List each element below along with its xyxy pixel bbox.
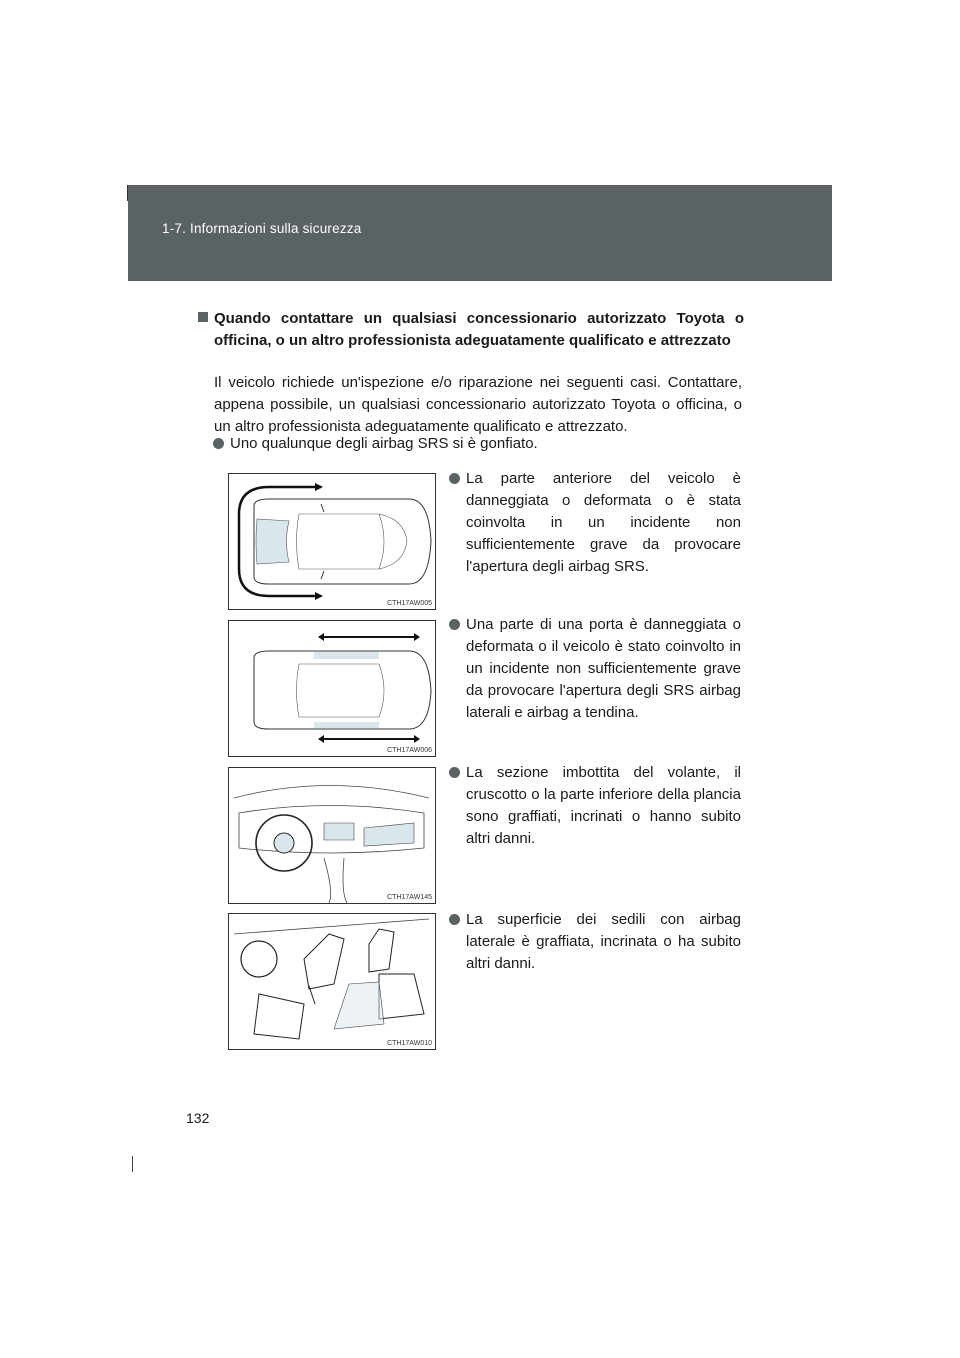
seats-illustration xyxy=(229,914,435,1049)
figure-code: CTH17AW145 xyxy=(387,894,432,901)
heading-text: Quando contattare un qualsiasi concessionario autorizzato Toyota o officina, o un altro professionista adeguatamente qualificato e attrezzato xyxy=(214,310,744,349)
round-bullet-icon xyxy=(449,914,460,925)
figure-door-damage xyxy=(228,620,436,757)
list-item-door-damage: Una parte di una porta è danneggiata o deformata o il veicolo è stato coinvolto in un incidente non sufficientemente grave da provocare l'apertura degli SRS airbag laterali e airbag a tendina. xyxy=(466,614,741,724)
car-top-view-side-illustration xyxy=(229,621,435,756)
page-number: 132 xyxy=(186,1110,210,1126)
list-item-seat-damage: La superficie dei sedili con airbag laterale è graffiata, incrinata o ha subito altri danni. xyxy=(466,909,741,975)
figure-code: CTH17AW005 xyxy=(387,600,432,607)
round-bullet-icon xyxy=(449,473,460,484)
figure-dashboard xyxy=(228,767,436,904)
list-item-dashboard-damage: La sezione imbottita del volante, il cruscotto o la parte inferiore della plancia sono graffiati, incrinati o hanno subito altri danni. xyxy=(466,762,741,850)
round-bullet-icon xyxy=(213,438,224,449)
section-header xyxy=(128,185,832,281)
section-heading xyxy=(214,308,744,352)
square-bullet-icon xyxy=(198,312,208,322)
figure-code: CTH17AW010 xyxy=(387,1040,432,1047)
list-item-airbag-deployed: Uno qualunque degli airbag SRS si è gonfiato. xyxy=(230,433,750,455)
round-bullet-icon xyxy=(449,619,460,630)
margin-mark xyxy=(132,1156,133,1172)
car-top-view-front-illustration xyxy=(229,474,435,609)
list-item-front-damage: La parte anteriore del veicolo è danneggiata o deformata o è stata coinvolta in un incidente non sufficientemente grave da provocare l'apertura degli airbag SRS. xyxy=(466,468,741,578)
figure-seats xyxy=(228,913,436,1050)
figure-code: CTH17AW006 xyxy=(387,747,432,754)
round-bullet-icon xyxy=(449,767,460,778)
section-title: 1-7. Informazioni sulla sicurezza xyxy=(162,221,362,236)
dashboard-illustration xyxy=(229,768,435,903)
figure-front-damage xyxy=(228,473,436,610)
intro-paragraph: Il veicolo richiede un'ispezione e/o riparazione nei seguenti casi. Contattare, appena possibile, un qualsiasi concessionario autorizzato Toyota o officina, o un altro professionista adeguatamente qualificato e attrezzato. xyxy=(214,374,742,435)
